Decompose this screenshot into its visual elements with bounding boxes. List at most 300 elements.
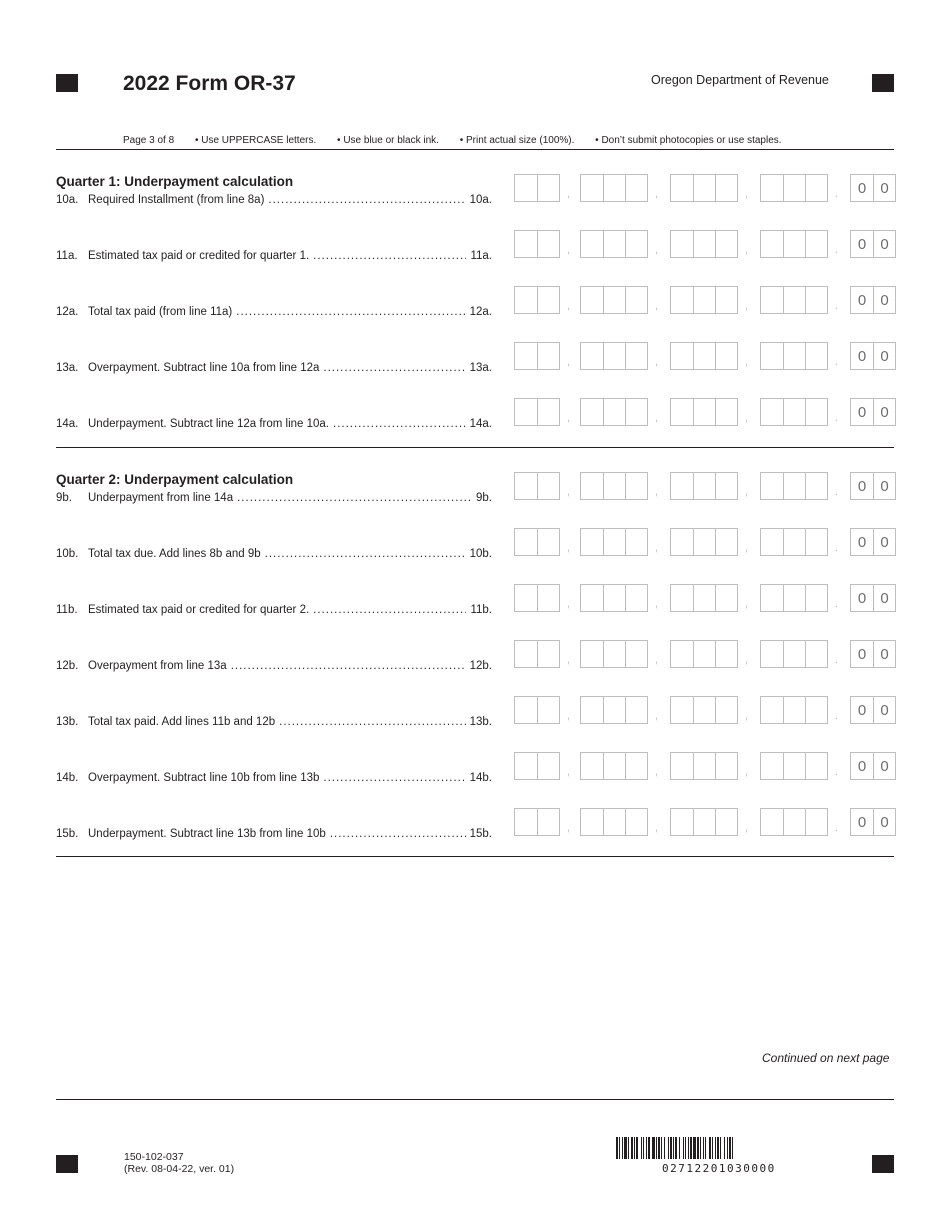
digit-cell[interactable] xyxy=(581,809,603,835)
registration-mark-bottom-right xyxy=(872,1155,894,1173)
line-reference: 10b. xyxy=(469,548,492,560)
digit-cell[interactable] xyxy=(805,809,827,835)
form-revision: (Rev. 08-04-22, ver. 01) xyxy=(124,1163,235,1175)
digit-cell[interactable] xyxy=(537,753,559,779)
line-label xyxy=(56,548,492,560)
digit-cell[interactable] xyxy=(581,473,603,499)
line-number: 11a. xyxy=(56,250,78,262)
digit-group[interactable] xyxy=(760,808,828,836)
barcode-bar xyxy=(658,1137,660,1159)
digit-cell[interactable] xyxy=(805,585,827,611)
digit-cell[interactable] xyxy=(515,287,537,313)
digit-cell[interactable] xyxy=(761,399,783,425)
amount-field[interactable] xyxy=(514,472,898,502)
digit-cell[interactable] xyxy=(783,399,805,425)
digit-cell[interactable] xyxy=(625,697,647,723)
instruction-1: • Use UPPERCASE letters. xyxy=(194,135,317,146)
amount-field[interactable] xyxy=(514,398,898,428)
digit-cell[interactable] xyxy=(783,473,805,499)
thousands-separator: , xyxy=(745,654,749,666)
cents-digit: 0 xyxy=(873,809,895,835)
digit-cell[interactable] xyxy=(805,473,827,499)
thousands-separator: , xyxy=(567,822,571,834)
thousands-separator: , xyxy=(745,486,749,498)
digit-group[interactable] xyxy=(670,752,738,780)
leader-dots xyxy=(330,828,466,840)
digit-cell[interactable] xyxy=(671,473,693,499)
line-label xyxy=(56,306,492,318)
digit-cell[interactable] xyxy=(515,809,537,835)
digit-group[interactable] xyxy=(580,286,648,314)
digit-group[interactable] xyxy=(760,342,828,370)
digit-cell[interactable] xyxy=(761,809,783,835)
digit-cell[interactable] xyxy=(603,231,625,257)
digit-cell[interactable] xyxy=(715,343,737,369)
digit-cell[interactable] xyxy=(783,641,805,667)
digit-cell[interactable] xyxy=(537,809,559,835)
digit-cell[interactable] xyxy=(693,585,715,611)
digit-group[interactable] xyxy=(580,472,648,500)
digit-cell[interactable] xyxy=(671,175,693,201)
digit-group[interactable] xyxy=(760,398,828,426)
digit-group[interactable] xyxy=(670,472,738,500)
digit-cell[interactable] xyxy=(761,529,783,555)
digit-group[interactable] xyxy=(670,696,738,724)
line-description: Overpayment. Subtract line 10b from line 13b xyxy=(88,772,320,784)
cents-digit: 0 xyxy=(873,529,895,555)
digit-group[interactable] xyxy=(760,230,828,258)
digit-cell[interactable] xyxy=(783,585,805,611)
thousands-separator: , xyxy=(745,244,749,256)
digit-cell[interactable] xyxy=(761,641,783,667)
line-row-13a xyxy=(56,342,898,374)
digit-group[interactable] xyxy=(514,808,560,836)
line-row-10a xyxy=(56,174,898,206)
thousands-separator: , xyxy=(745,766,749,778)
digit-group[interactable] xyxy=(514,696,560,724)
digit-group[interactable] xyxy=(580,696,648,724)
digit-group[interactable] xyxy=(670,584,738,612)
thousands-separator: , xyxy=(567,300,571,312)
digit-group[interactable] xyxy=(760,472,828,500)
barcode-bar xyxy=(705,1137,706,1159)
digit-cell[interactable] xyxy=(761,175,783,201)
digit-cell[interactable] xyxy=(805,231,827,257)
barcode-bar xyxy=(685,1137,686,1159)
digit-cell[interactable] xyxy=(671,231,693,257)
digit-cell[interactable] xyxy=(693,809,715,835)
form-number: 150-102-037 xyxy=(124,1151,184,1163)
digit-cell[interactable] xyxy=(715,641,737,667)
digit-cell[interactable] xyxy=(761,697,783,723)
cents-digit: 0 xyxy=(873,753,895,779)
cents-field[interactable] xyxy=(850,230,896,258)
digit-cell[interactable] xyxy=(537,231,559,257)
digit-group[interactable] xyxy=(760,528,828,556)
digit-cell[interactable] xyxy=(693,641,715,667)
digit-cell[interactable] xyxy=(625,231,647,257)
barcode-bar xyxy=(631,1137,633,1159)
digit-cell[interactable] xyxy=(537,343,559,369)
line-description: Overpayment. Subtract line 10a from line 12a xyxy=(88,362,320,374)
digit-cell[interactable] xyxy=(537,399,559,425)
cents-field[interactable] xyxy=(850,342,896,370)
barcode-bar xyxy=(727,1137,728,1159)
digit-cell[interactable] xyxy=(515,585,537,611)
line-number: 13a. xyxy=(56,362,79,374)
cents-field[interactable] xyxy=(850,398,896,426)
digit-cell[interactable] xyxy=(715,287,737,313)
digit-cell[interactable] xyxy=(783,809,805,835)
digit-cell[interactable] xyxy=(603,287,625,313)
digit-cell[interactable] xyxy=(537,175,559,201)
digit-cell[interactable] xyxy=(603,529,625,555)
amount-field[interactable] xyxy=(514,230,898,260)
digit-cell[interactable] xyxy=(537,473,559,499)
digit-cell[interactable] xyxy=(671,585,693,611)
digit-cell[interactable] xyxy=(537,585,559,611)
barcode xyxy=(616,1137,828,1159)
thousands-separator: , xyxy=(567,542,571,554)
thousands-separator: , xyxy=(745,412,749,424)
decimal-point: . xyxy=(835,654,839,666)
digit-cell[interactable] xyxy=(625,529,647,555)
cents-digit: 0 xyxy=(873,585,895,611)
digit-cell[interactable] xyxy=(715,697,737,723)
digit-cell[interactable] xyxy=(581,287,603,313)
digit-cell[interactable] xyxy=(515,473,537,499)
thousands-separator: , xyxy=(655,822,659,834)
digit-cell[interactable] xyxy=(671,697,693,723)
digit-cell[interactable] xyxy=(761,231,783,257)
digit-cell[interactable] xyxy=(693,231,715,257)
amount-field[interactable] xyxy=(514,752,898,782)
decimal-point: . xyxy=(835,486,839,498)
digit-cell[interactable] xyxy=(671,641,693,667)
quarter1-title: Quarter 1: Underpayment calculation xyxy=(56,174,294,189)
digit-cell[interactable] xyxy=(537,641,559,667)
digit-cell[interactable] xyxy=(625,287,647,313)
digit-group[interactable] xyxy=(580,342,648,370)
digit-cell[interactable] xyxy=(515,697,537,723)
digit-group[interactable] xyxy=(514,640,560,668)
line-number: 10b. xyxy=(56,548,79,560)
digit-cell[interactable] xyxy=(581,231,603,257)
line-description: Total tax due. Add lines 8b and 9b xyxy=(88,548,261,560)
digit-cell[interactable] xyxy=(625,175,647,201)
digit-cell[interactable] xyxy=(783,753,805,779)
line-label xyxy=(56,492,492,504)
digit-cell[interactable] xyxy=(581,399,603,425)
digit-group[interactable] xyxy=(580,640,648,668)
digit-cell[interactable] xyxy=(783,697,805,723)
line-row-11b xyxy=(56,584,898,616)
barcode-bar xyxy=(643,1137,644,1159)
amount-field[interactable] xyxy=(514,808,898,838)
line-description: Underpayment. Subtract line 12a from line 10a. xyxy=(88,418,329,430)
digit-cell[interactable] xyxy=(603,809,625,835)
line-description: Estimated tax paid or credited for quarter 1. xyxy=(88,250,310,262)
digit-group[interactable] xyxy=(670,398,738,426)
digit-group[interactable] xyxy=(514,286,560,314)
registration-mark-top-left xyxy=(56,74,78,92)
digit-cell[interactable] xyxy=(805,529,827,555)
thousands-separator: , xyxy=(655,542,659,554)
digit-group[interactable] xyxy=(580,398,648,426)
digit-cell[interactable] xyxy=(805,399,827,425)
digit-cell[interactable] xyxy=(581,175,603,201)
digit-cell[interactable] xyxy=(715,175,737,201)
cents-field[interactable] xyxy=(850,752,896,780)
digit-cell[interactable] xyxy=(625,585,647,611)
digit-cell[interactable] xyxy=(783,231,805,257)
form-number-block xyxy=(124,1151,234,1175)
quarter2-title: Quarter 2: Underpayment calculation xyxy=(56,472,294,487)
line-row-14b xyxy=(56,752,898,784)
barcode-bar xyxy=(697,1137,699,1159)
digit-cell[interactable] xyxy=(515,399,537,425)
digit-cell[interactable] xyxy=(693,529,715,555)
digit-cell[interactable] xyxy=(515,641,537,667)
line-number: 11b. xyxy=(56,604,78,616)
digit-cell[interactable] xyxy=(715,753,737,779)
amount-field[interactable] xyxy=(514,584,898,614)
digit-cell[interactable] xyxy=(581,343,603,369)
digit-cell[interactable] xyxy=(805,753,827,779)
digit-group[interactable] xyxy=(760,584,828,612)
digit-cell[interactable] xyxy=(603,175,625,201)
digit-cell[interactable] xyxy=(715,809,737,835)
digit-cell[interactable] xyxy=(515,529,537,555)
digit-cell[interactable] xyxy=(783,529,805,555)
digit-cell[interactable] xyxy=(515,753,537,779)
cents-field[interactable] xyxy=(850,174,896,202)
line-number: 9b. xyxy=(56,492,72,504)
digit-cell[interactable] xyxy=(581,753,603,779)
barcode-bar xyxy=(720,1137,721,1159)
digit-group[interactable] xyxy=(514,584,560,612)
thousands-separator: , xyxy=(567,598,571,610)
amount-field[interactable] xyxy=(514,286,898,316)
digit-cell[interactable] xyxy=(715,473,737,499)
digit-cell[interactable] xyxy=(715,585,737,611)
digit-group[interactable] xyxy=(670,342,738,370)
digit-cell[interactable] xyxy=(761,287,783,313)
digit-group[interactable] xyxy=(514,752,560,780)
digit-cell[interactable] xyxy=(625,343,647,369)
digit-cell[interactable] xyxy=(671,399,693,425)
cents-field[interactable] xyxy=(850,696,896,724)
digit-group[interactable] xyxy=(760,174,828,202)
digit-group[interactable] xyxy=(514,174,560,202)
line-reference: 11a. xyxy=(470,250,492,262)
digit-cell[interactable] xyxy=(805,287,827,313)
cents-digit: 0 xyxy=(857,291,867,309)
line-row-13b xyxy=(56,696,898,728)
amount-field[interactable] xyxy=(514,528,898,558)
amount-field[interactable] xyxy=(514,342,898,372)
amount-field[interactable] xyxy=(514,640,898,670)
digit-group[interactable] xyxy=(670,174,738,202)
thousands-separator: , xyxy=(745,598,749,610)
cents-field[interactable] xyxy=(850,640,896,668)
leader-dots xyxy=(333,418,466,430)
digit-group[interactable] xyxy=(760,696,828,724)
digit-cell[interactable] xyxy=(581,585,603,611)
thousands-separator: , xyxy=(567,356,571,368)
barcode-bar xyxy=(664,1137,665,1159)
digit-cell[interactable] xyxy=(805,175,827,201)
instruction-2: • Use blue or black ink. xyxy=(337,135,439,146)
digit-group[interactable] xyxy=(580,230,648,258)
digit-cell[interactable] xyxy=(625,753,647,779)
thousands-separator: , xyxy=(567,710,571,722)
digit-group[interactable] xyxy=(670,230,738,258)
digit-group[interactable] xyxy=(514,528,560,556)
digit-group[interactable] xyxy=(514,342,560,370)
digit-cell[interactable] xyxy=(671,343,693,369)
digit-cell[interactable] xyxy=(625,399,647,425)
cents-field[interactable] xyxy=(850,286,896,314)
cents-field[interactable] xyxy=(850,528,896,556)
digit-cell[interactable] xyxy=(693,399,715,425)
cents-digit: 0 xyxy=(857,589,867,607)
digit-cell[interactable] xyxy=(715,399,737,425)
digit-cell[interactable] xyxy=(671,529,693,555)
digit-group[interactable] xyxy=(580,808,648,836)
line-reference: 15b. xyxy=(469,828,492,840)
line-description: Total tax paid. Add lines 11b and 12b xyxy=(88,716,276,728)
digit-group[interactable] xyxy=(514,472,560,500)
decimal-point: . xyxy=(835,766,839,778)
digit-group[interactable] xyxy=(514,230,560,258)
digit-cell[interactable] xyxy=(693,343,715,369)
digit-cell[interactable] xyxy=(761,473,783,499)
digit-cell[interactable] xyxy=(603,641,625,667)
digit-cell[interactable] xyxy=(515,231,537,257)
digit-group[interactable] xyxy=(670,528,738,556)
digit-cell[interactable] xyxy=(761,343,783,369)
barcode-bar xyxy=(656,1137,657,1159)
digit-cell[interactable] xyxy=(625,641,647,667)
digit-cell[interactable] xyxy=(805,697,827,723)
digit-cell[interactable] xyxy=(671,809,693,835)
digit-cell[interactable] xyxy=(603,343,625,369)
digit-cell[interactable] xyxy=(581,697,603,723)
digit-cell[interactable] xyxy=(761,585,783,611)
digit-cell[interactable] xyxy=(715,529,737,555)
digit-group[interactable] xyxy=(514,398,560,426)
barcode-bar xyxy=(724,1137,725,1159)
digit-cell[interactable] xyxy=(693,753,715,779)
digit-group[interactable] xyxy=(580,752,648,780)
digit-cell[interactable] xyxy=(693,287,715,313)
line-row-11a xyxy=(56,230,898,262)
digit-cell[interactable] xyxy=(515,343,537,369)
digit-group[interactable] xyxy=(670,286,738,314)
digit-group[interactable] xyxy=(760,752,828,780)
digit-cell[interactable] xyxy=(783,287,805,313)
amount-field[interactable] xyxy=(514,696,898,726)
digit-group[interactable] xyxy=(580,584,648,612)
digit-cell[interactable] xyxy=(783,343,805,369)
amount-field[interactable] xyxy=(514,174,898,204)
footer-rule xyxy=(56,1099,894,1100)
digit-cell[interactable] xyxy=(603,473,625,499)
line-reference: 14a. xyxy=(469,418,492,430)
barcode-bar xyxy=(729,1137,731,1159)
digit-cell[interactable] xyxy=(603,585,625,611)
cents-digit: 0 xyxy=(873,399,895,425)
line-number: 14b. xyxy=(56,772,79,784)
thousands-separator: , xyxy=(655,486,659,498)
digit-cell[interactable] xyxy=(805,343,827,369)
digit-cell[interactable] xyxy=(693,697,715,723)
thousands-separator: , xyxy=(655,654,659,666)
digit-cell[interactable] xyxy=(715,231,737,257)
digit-cell[interactable] xyxy=(693,175,715,201)
thousands-separator: , xyxy=(567,486,571,498)
line-label xyxy=(56,362,492,374)
digit-cell[interactable] xyxy=(625,809,647,835)
digit-cell[interactable] xyxy=(537,287,559,313)
cents-field[interactable] xyxy=(850,584,896,612)
digit-group[interactable] xyxy=(580,174,648,202)
thousands-separator: , xyxy=(655,710,659,722)
thousands-separator: , xyxy=(655,598,659,610)
digit-group[interactable] xyxy=(670,808,738,836)
digit-cell[interactable] xyxy=(581,529,603,555)
digit-group[interactable] xyxy=(580,528,648,556)
digit-cell[interactable] xyxy=(537,697,559,723)
digit-group[interactable] xyxy=(760,640,828,668)
digit-cell[interactable] xyxy=(603,697,625,723)
line-label xyxy=(56,418,492,430)
digit-cell[interactable] xyxy=(581,641,603,667)
registration-mark-top-right xyxy=(872,74,894,92)
line-label xyxy=(56,772,492,784)
leader-dots xyxy=(313,250,466,262)
cents-field[interactable] xyxy=(850,808,896,836)
digit-cell[interactable] xyxy=(603,753,625,779)
line-label xyxy=(56,604,492,616)
digit-group[interactable] xyxy=(670,640,738,668)
registration-mark-bottom-left xyxy=(56,1155,78,1173)
leader-dots xyxy=(323,362,465,374)
line-reference: 14b. xyxy=(469,772,492,784)
digit-cell[interactable] xyxy=(761,753,783,779)
digit-cell[interactable] xyxy=(515,175,537,201)
instruction-3: • Print actual size (100%). xyxy=(459,135,575,146)
digit-cell[interactable] xyxy=(603,399,625,425)
page-number: Page 3 of 8 xyxy=(123,135,175,146)
cents-digit: 0 xyxy=(873,175,895,201)
digit-cell[interactable] xyxy=(625,473,647,499)
line-reference: 11b. xyxy=(470,604,492,616)
digit-cell[interactable] xyxy=(671,753,693,779)
digit-cell[interactable] xyxy=(537,529,559,555)
quarter1-rule xyxy=(56,447,894,448)
digit-group[interactable] xyxy=(760,286,828,314)
line-reference: 13b. xyxy=(469,716,492,728)
cents-digit: 0 xyxy=(857,235,867,253)
digit-cell[interactable] xyxy=(805,641,827,667)
digit-cell[interactable] xyxy=(693,473,715,499)
instruction-bar xyxy=(123,135,800,146)
digit-cell[interactable] xyxy=(671,287,693,313)
digit-cell[interactable] xyxy=(783,175,805,201)
cents-field[interactable] xyxy=(850,472,896,500)
